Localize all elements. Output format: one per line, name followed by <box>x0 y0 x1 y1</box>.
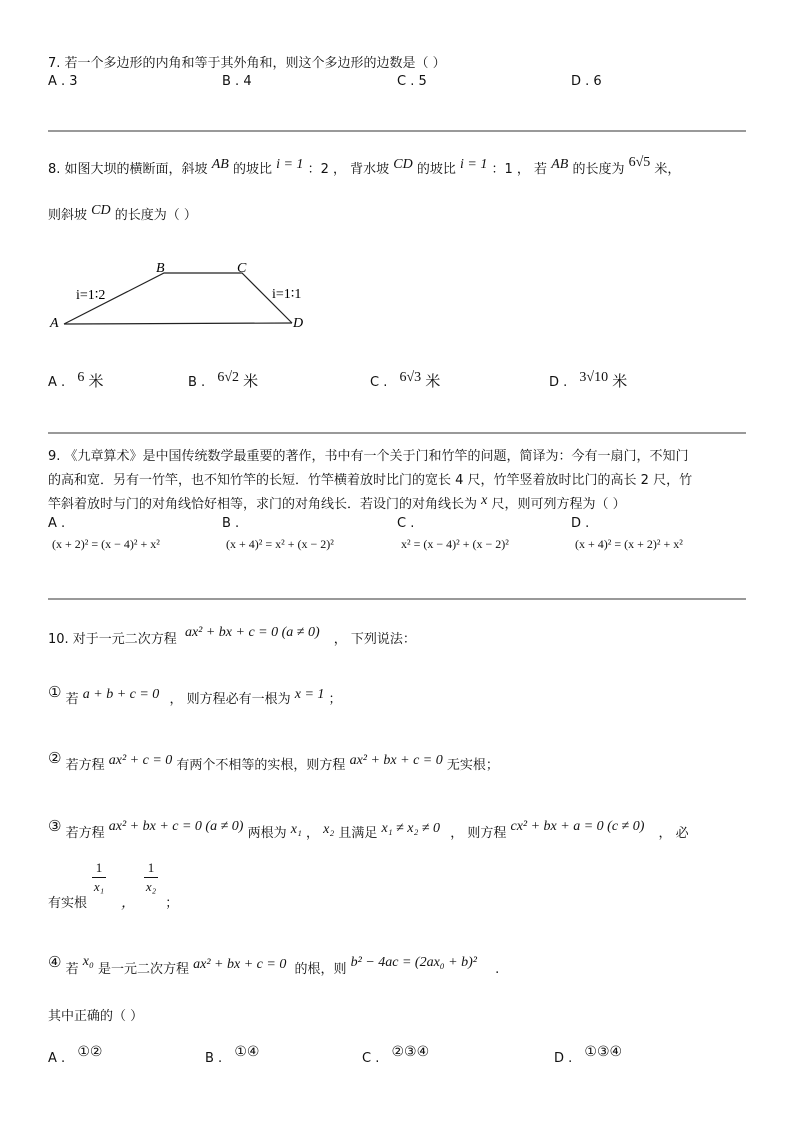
q8-text: 的坡比 <box>416 162 456 177</box>
q10-text: ， 下列说法： <box>333 632 416 647</box>
dam-outline <box>64 273 292 324</box>
divider <box>48 432 746 434</box>
circled-number: ③ <box>48 817 62 835</box>
statement-math: x = 1 <box>294 687 325 702</box>
q9-option-d-equation[interactable]: (x + 4)² = (x + 2)² + x² <box>575 537 683 551</box>
q8-text: 米， <box>654 162 681 177</box>
q8-stem-line2 <box>48 204 197 224</box>
fraction-bar <box>92 877 106 878</box>
fraction-bar <box>144 877 158 878</box>
option-label: B . <box>205 1051 223 1066</box>
statement-text: 无实根； <box>446 758 499 773</box>
q10-equation: ax² + bx + c = 0 (a ≠ 0) <box>184 625 320 640</box>
option-label: D . <box>554 1051 573 1066</box>
q7-stem: 7. 若一个多边形的内角和等于其外角和，则这个多边形的边数是（ ） <box>48 56 446 71</box>
right-slope-label: i=1∶1 <box>272 287 302 302</box>
q9-x: x <box>481 493 488 508</box>
q7-option-d[interactable]: D . 6 <box>571 74 602 89</box>
q8-option-a[interactable] <box>48 370 103 391</box>
q10-text: 10. 对于一元二次方程 <box>48 632 177 647</box>
option-unit: 米 <box>425 372 441 390</box>
option-unit: 米 <box>612 372 628 390</box>
statement-text: ， 必 <box>658 826 689 841</box>
option-value: ①④ <box>234 1044 260 1060</box>
fraction-numerator: 1 <box>147 860 155 875</box>
statement-math: ax² + bx + c = 0 <box>193 957 287 972</box>
statement-math: x₂ <box>323 822 335 837</box>
statement-math: x₁ ≠ x₂ ≠ 0 <box>381 821 441 836</box>
statement-text: 是一元二次方程 <box>97 962 189 977</box>
q8-ab2: AB <box>551 157 569 172</box>
statement-text: 若方程 <box>65 758 105 773</box>
q10-statement-1 <box>48 683 342 708</box>
q10-question: 其中正确的（ ） <box>48 1009 144 1024</box>
q9-option-a-label[interactable]: A . <box>48 516 66 531</box>
q10-stem <box>48 625 416 648</box>
q9-stem-line1: 9. 《九章算术》是中国传统数学最重要的著作，书中有一个关于门和竹竿的问题，简译为：今有一扇门，不知门 <box>48 449 689 464</box>
statement-math: ax² + c = 0 <box>108 753 173 768</box>
q9-option-a-equation[interactable]: (x + 2)² = (x − 4)² + x² <box>52 537 160 551</box>
statement-math: x₁ <box>290 822 302 837</box>
circled-number: ④ <box>48 953 62 971</box>
option-value: ①② <box>77 1044 103 1060</box>
q8-cd: CD <box>393 157 413 172</box>
option-label: C . <box>370 375 388 390</box>
point-c-label: C <box>237 261 247 276</box>
q8-i2: i = 1 <box>460 157 488 172</box>
statement-math: a + b + c = 0 <box>82 687 160 702</box>
option-value: 3√10 <box>579 370 609 385</box>
q10-option-b[interactable] <box>205 1044 260 1066</box>
q8-option-b[interactable] <box>188 370 258 391</box>
q8-cd2: CD <box>91 203 111 218</box>
statement-math: ax² + bx + c = 0 <box>349 753 443 768</box>
q9-text: 尺，则可列方程为（ ） <box>491 497 626 512</box>
q8-text: ：1 ， 若 <box>491 162 548 177</box>
reciprocal-x2-fraction <box>144 860 158 895</box>
q8-option-c[interactable] <box>370 370 440 391</box>
circled-number: ② <box>48 749 62 767</box>
q7-option-a[interactable]: A . 3 <box>48 74 78 89</box>
q9-stem-line3 <box>48 493 626 513</box>
q8-stem-line1 <box>48 155 681 178</box>
statement-text: 若 <box>65 692 79 707</box>
q9-text: 竿斜着放时与门的对角线恰好相等，求门的对角线长．若设门的对角线长为 <box>48 497 478 512</box>
option-value: ①③④ <box>584 1044 623 1060</box>
option-value: 6√2 <box>217 370 240 385</box>
statement-math: ， <box>121 896 136 911</box>
divider <box>48 130 746 132</box>
statement-text: ； <box>165 896 179 911</box>
q10-statement-3-line2 <box>48 892 178 912</box>
q8-option-d[interactable] <box>549 370 627 391</box>
dam-base <box>64 323 292 324</box>
statement-text: ， <box>305 826 319 841</box>
q8-length: 6√5 <box>628 155 651 170</box>
q8-text: 的坡比 <box>232 162 272 177</box>
circled-number: ① <box>48 683 62 701</box>
option-label: D . <box>549 375 568 390</box>
divider <box>48 598 746 600</box>
option-value: 6 <box>77 370 85 385</box>
q8-text: 的长度为（ ） <box>114 208 197 223</box>
option-value: 6√3 <box>399 370 422 385</box>
reciprocal-x1-fraction <box>92 860 106 895</box>
q7-option-c[interactable]: C . 5 <box>397 74 427 89</box>
q9-stem-line2: 的高和宽．另有一竹竿，也不知竹竿的长短．竹竿横着放时比门的宽长 4 尺，竹竿竖着放时比门的高长 2 尺，竹 <box>48 473 693 488</box>
statement-text: ， 则方程 <box>450 826 507 841</box>
q10-statement-3 <box>48 817 689 842</box>
q10-option-a[interactable] <box>48 1044 103 1066</box>
q8-text: 8. 如图大坝的横断面，斜坡 <box>48 162 208 177</box>
option-label: C . <box>362 1051 380 1066</box>
option-value: ②③④ <box>391 1044 430 1060</box>
fraction-denominator: x₁ <box>93 879 105 894</box>
statement-text: 的根，则 <box>294 962 347 977</box>
statement-text: ； <box>328 692 342 707</box>
q9-option-c-equation[interactable]: x² = (x − 4)² + (x − 2)² <box>401 537 509 551</box>
q8-i1: i = 1 <box>276 157 304 172</box>
q7-option-b[interactable]: B . 4 <box>222 74 252 89</box>
point-b-label: B <box>156 261 165 276</box>
q8-ab: AB <box>211 157 229 172</box>
q9-option-b-label[interactable]: B . <box>222 516 240 531</box>
option-label: A . <box>48 375 66 390</box>
q10-option-d[interactable] <box>554 1044 623 1066</box>
option-unit: 米 <box>243 372 259 390</box>
q9-option-b-equation[interactable]: (x + 4)² = x² + (x − 2)² <box>226 537 334 551</box>
statement-text: 有实根 <box>48 896 88 911</box>
statement-math: b² − 4ac = (2ax₀ + b)² <box>350 955 477 970</box>
fraction-numerator: 1 <box>95 860 103 875</box>
statement-text: ， 则方程必有一根为 <box>169 692 291 707</box>
statement-math: x₀ <box>82 954 94 969</box>
point-a-label: A <box>50 316 59 331</box>
statement-text: 且满足 <box>338 826 378 841</box>
point-d-label: D <box>293 316 304 331</box>
q8-text: 则斜坡 <box>48 208 88 223</box>
q10-statement-2 <box>48 749 499 774</box>
q8-text: ：2 ， 背水坡 <box>307 162 390 177</box>
statement-text: 两根为 <box>247 826 287 841</box>
q9-option-c-label[interactable]: C . <box>397 516 415 531</box>
statement-text: 若 <box>65 962 79 977</box>
q8-text: 的长度为 <box>572 162 625 177</box>
q9-option-d-label[interactable]: D . <box>571 516 590 531</box>
fraction-denominator: x₂ <box>145 879 157 894</box>
option-label: A . <box>48 1051 66 1066</box>
q10-statement-4 <box>48 953 500 978</box>
statement-math: cx² + bx + a = 0 (c ≠ 0) <box>510 819 645 834</box>
statement-text: 若方程 <box>65 826 105 841</box>
statement-text: 有两个不相等的实根，则方程 <box>176 758 346 773</box>
option-unit: 米 <box>88 372 104 390</box>
left-slope-label: i=1∶2 <box>76 288 106 303</box>
option-label: B . <box>188 375 206 390</box>
statement-math: ax² + bx + c = 0 (a ≠ 0) <box>108 819 244 834</box>
q10-option-c[interactable] <box>362 1044 430 1066</box>
statement-text: . <box>495 962 500 977</box>
